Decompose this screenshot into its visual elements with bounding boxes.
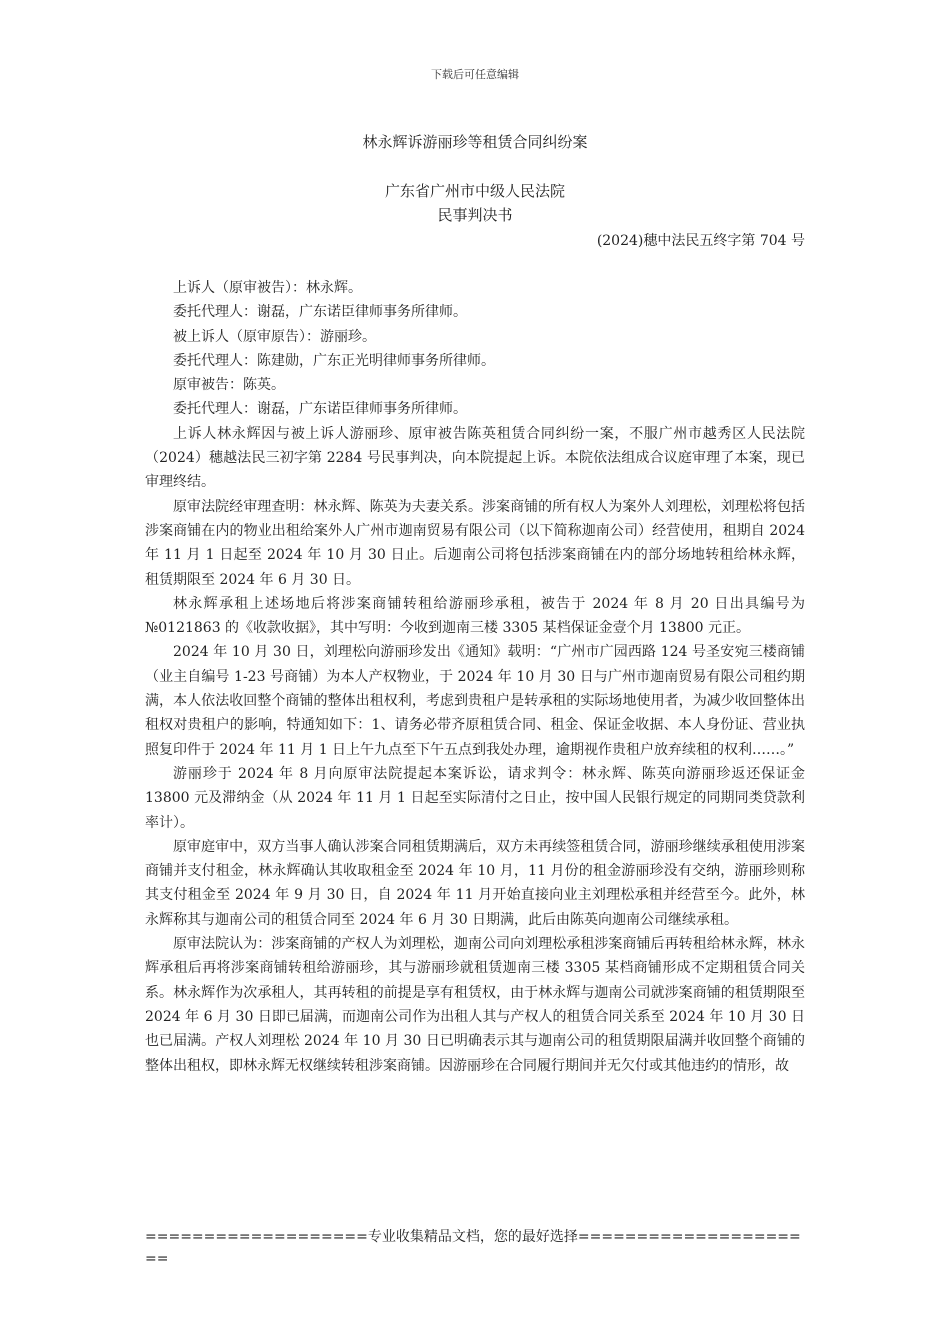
document-title: 林永辉诉游丽珍等租赁合同纠纷案 [362, 133, 588, 151]
paragraph: 原审法院认为：涉案商铺的产权人为刘理松，迦南公司向刘理松承租涉案商铺后再转租给林永辉，林永辉承租后再将涉案商铺转租给游丽珍，其与游丽珍就租赁迦南三楼 3305 某档商铺形成不定期租赁合同关系。林永辉作为次承租人，其再转租的前提是享有租赁权，由于林永辉与迦南公司就涉案商铺的租赁期限至 2024 年 6 月 30 日即已届满，而迦南公司作为出租人其与产权人的租赁合同关系至 2024 年 10 月 30 日也已届满。产权人刘理松 2024 年 10 月 30 日已明确表示其与迦南公司的租赁期限届满并收回整个商铺的整体出租权，即林永辉无权继续转租涉案商铺。因游丽珍在合同履行期间并无欠付或其他违约的情形，故 [145, 936, 805, 1074]
header-note: 下载后可任意编辑 [431, 68, 519, 81]
court-name: 广东省广州市中级人民法院 [384, 182, 565, 200]
paragraph: 林永辉承租上述场地后将涉案商铺转租给游丽珍承租，被告于 2024 年 8 月 20 日出具编号为№0121863 的《收款收据》，其中写明：今收到迦南三楼 3305 某档保证金壹个月 13800 元正。 [145, 595, 805, 637]
paragraph: 委托代理人：谢磊，广东诺臣律师事务所律师。 [173, 401, 467, 418]
paragraph: 原审庭审中，双方当事人确认涉案合同租赁期满后，双方未再续签租赁合同，游丽珍继续承租使用涉案商铺并支付租金，林永辉确认其收取租金至 2024 年 10 月，11 月份的租金游丽珍没有交纳，游丽珍则称其支付租金至 2024 年 9 月 30 日，自 2024 年 11 月开始直接向业主刘理松承租并经营至今。此外，林永辉称其与迦南公司的租赁合同至 2024 年 6 月 30 日期满，此后由陈英向迦南公司继续承租。 [145, 838, 805, 928]
document-type: 民事判决书 [437, 206, 513, 224]
paragraph: 2024 年 10 月 30 日，刘理松向游丽珍发出《通知》载明：“广州市广园西路 124 号圣安宛三楼商铺（业主自编号 1-23 号商铺）为本人产权物业，于 2024 年 10 月 30 日与广州市迦南贸易有限公司租约期满，本人依法收回整个商铺的整体出租权利，考虑到贵租户是转承租的实际场地使用者，为减少收回整体出租权对贵租户的影响，特通知如下：1、请务必带齐原租赁合同、租金、保证金收据、本人身份证、营业执照复印件于 2024 年 11 月 1 日上午九点至下午五点到我处办理，逾期视作贵租户放弃续租的权利……。” [145, 644, 805, 758]
paragraph: 上诉人林永辉因与被上诉人游丽珍、原审被告陈英租赁合同纠纷一案，不服广州市越秀区人民法院（2024）穗越法民三初字第 2284 号民事判决，向本院提起上诉。本院依法组成合议庭审理了本案，现已审理终结。 [145, 425, 805, 491]
paragraph: 原审法院经审理查明：林永辉、陈英为夫妻关系。涉案商铺的所有权人为案外人刘理松，刘理松将包括涉案商铺在内的物业出租给案外人广州市迦南贸易有限公司（以下简称迦南公司）经营使用，租期自 2024 年 11 月 1 日起至 2024 年 10 月 30 日止。后迦南公司将包括涉案商铺在内的部分场地转租给林永辉，租赁期限至 2024 年 6 月 30 日。 [145, 498, 805, 588]
case-number: (2024)穗中法民五终字第 704 号 [596, 233, 805, 249]
paragraph: 游丽珍于 2024 年 8 月向原审法院提起本案诉讼，请求判令：林永辉、陈英向游丽珍返还保证金 13800 元及滞纳金（从 2024 年 11 月 1 日起至实际清付之日止，按中国人民银行规定的同期同类贷款利率计）。 [145, 765, 805, 831]
paragraph: 委托代理人：陈建勋，广东正光明律师事务所律师。 [173, 352, 495, 369]
paragraph: 上诉人（原审被告）：林永辉。 [173, 280, 362, 296]
document-body [145, 276, 805, 1078]
paragraph: 被上诉人（原审原告）：游丽珍。 [173, 328, 376, 345]
paragraph: 原审被告：陈英。 [173, 377, 285, 394]
paragraph: 委托代理人：谢磊，广东诺臣律师事务所律师。 [173, 304, 467, 321]
footer-banner: ===================专业收集精品文档，您的最好选择===================== [145, 1229, 801, 1267]
